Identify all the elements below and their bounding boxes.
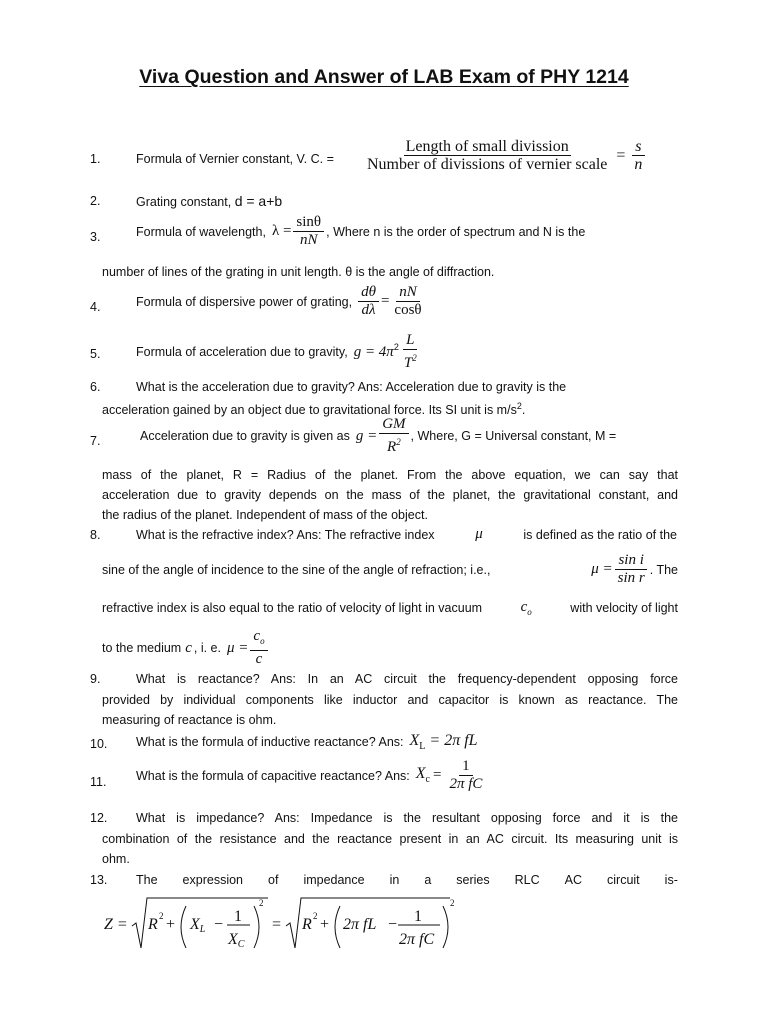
z-label: Z = — [104, 916, 128, 933]
item-number: 2. — [90, 194, 101, 208]
word: a — [424, 873, 432, 887]
lhs: g = — [355, 427, 378, 444]
word: RLC — [514, 873, 540, 887]
paragraph — [102, 465, 678, 525]
line: provided by individual components like inductor and capacitor is known as reactance. The — [102, 693, 678, 707]
continuation — [102, 628, 270, 668]
item-number: 5. — [90, 347, 101, 361]
equals: = — [380, 293, 390, 309]
denominator: sin r — [617, 570, 645, 586]
label: What is the formula of capacitive reactance? Ans: — [136, 768, 410, 783]
numerator: sin i — [615, 552, 646, 570]
lhs: g = 4π — [353, 343, 394, 360]
r-term: R — [148, 916, 158, 933]
item-number: 13. — [90, 873, 108, 887]
word: AC — [564, 873, 583, 887]
xc-term: XC — [228, 931, 245, 950]
r-exponent: 2 — [159, 911, 164, 921]
item-number: 6. — [90, 380, 101, 394]
item-text — [136, 732, 478, 752]
item-text: Formula of Vernier constant, V. C. = — [136, 152, 334, 166]
minus: − — [388, 916, 398, 933]
line: the radius of the planet. Independent of mass of the object. — [102, 508, 428, 522]
impedance-formula — [100, 892, 470, 962]
item-number: 1. — [90, 152, 101, 166]
line: mass of the planet, R = Radius of the planet. From the above equation, we can say that — [102, 468, 678, 482]
item-text: Grating constant, d = a+b — [136, 193, 283, 209]
denominator: Number of divissions of vernier scale — [367, 156, 608, 173]
denominator: c — [255, 651, 263, 667]
exponent: 2 — [393, 342, 399, 352]
word: The — [136, 873, 158, 887]
mu-eq: μ = — [591, 561, 613, 577]
plus: + — [320, 916, 330, 933]
item-text — [136, 873, 678, 887]
denominator: dλ — [361, 302, 376, 318]
numerator: s — [632, 138, 644, 156]
mu: μ — [475, 526, 483, 542]
label: What is the formula of inductive reactance? Ans: — [136, 735, 404, 750]
vernier-formula — [362, 138, 647, 173]
line: measuring of reactance is ohm. — [102, 713, 277, 727]
plus: + — [166, 916, 176, 933]
item-text: What is the acceleration due to gravity? Ans: Acceleration due to gravity is the — [136, 380, 567, 394]
item-number: 9. — [90, 672, 101, 686]
text-after: , Where n is the order of spectrum and N is the — [326, 224, 586, 239]
line: sine of the angle of incidence to the sine of the angle of refraction; i.e., — [102, 562, 491, 577]
outer-exponent: 2 — [259, 898, 264, 908]
item-number: 3. — [90, 230, 101, 244]
numerator: dθ — [358, 284, 379, 302]
line: refractive index is also equal to the ratio of velocity of light in vacuum — [102, 601, 483, 615]
equals: = — [432, 767, 442, 783]
numerator: 1 — [459, 758, 473, 776]
capacitive-lhs: $X_c$ — [415, 765, 430, 786]
right-paren — [443, 906, 448, 948]
continuation — [102, 599, 678, 617]
item-text: What is reactance? Ans: In an AC circuit the frequency-dependent opposing force — [136, 672, 678, 686]
item-number: 8. — [90, 528, 101, 542]
denominator: nN — [300, 232, 318, 248]
text-after: , Where, G = Universal constant, M = — [410, 429, 617, 443]
line: , i. e. — [193, 641, 221, 655]
label: Acceleration due to gravity is given as — [140, 429, 350, 443]
item-text — [136, 526, 677, 543]
word: series — [456, 873, 490, 887]
xc-expanded: 2π fC — [399, 931, 435, 948]
item-number: 11. — [90, 775, 107, 789]
item-number: 10. — [90, 737, 108, 751]
c: c — [185, 639, 192, 656]
outer-exponent: 2 — [450, 898, 455, 908]
word: circuit — [607, 873, 640, 887]
item-text — [136, 214, 585, 249]
item-text — [136, 758, 487, 793]
inductive-formula: $X_L = 2\pi$ fL — [409, 732, 478, 753]
word: in — [389, 873, 400, 887]
denominator: n — [634, 156, 643, 173]
word: of — [268, 873, 279, 887]
line: to the medium — [102, 641, 182, 655]
r-exponent: 2 — [313, 911, 318, 921]
paragraph — [102, 829, 678, 869]
word: impedance — [303, 873, 365, 887]
word: expression — [182, 873, 243, 887]
xl-term: XL — [190, 916, 206, 935]
numerator: $c_o$ — [250, 628, 267, 651]
line-end: with velocity of light — [570, 601, 678, 615]
xl-expanded: 2π fL — [343, 916, 377, 933]
item-number: 4. — [90, 300, 101, 314]
line: combination of the resistance and the reactance present in an AC circuit. Its measuring unit is — [102, 832, 678, 846]
word: is- — [664, 873, 678, 887]
item-text — [136, 332, 422, 372]
item-text — [136, 284, 427, 319]
one: 1 — [234, 908, 242, 925]
numerator: Length of small divission — [405, 138, 569, 155]
item-text: What is impedance? Ans: Impedance is the resultant opposing force and it is the — [136, 811, 678, 825]
left-paren — [335, 906, 340, 948]
grating-formula: d = a+b — [234, 193, 283, 209]
denominator: cosθ — [394, 302, 422, 318]
page-title: Viva Question and Answer of LAB Exam of PHY 1214 — [139, 66, 629, 88]
line: acceleration due to gravity depends on the mass of the planet, the gravitational constant, and — [102, 488, 678, 502]
continuation: number of lines of the grating in unit length. θ is the angle of diffraction. — [102, 265, 495, 279]
numerator: L — [403, 332, 417, 350]
label: Formula of wavelength, — [136, 224, 266, 239]
r-term: R — [302, 916, 312, 933]
numerator: sinθ — [293, 214, 324, 232]
label: What is the refractive index? Ans: The refractive index — [136, 527, 435, 542]
equals: = — [616, 146, 626, 164]
paragraph — [102, 690, 678, 730]
right-paren — [254, 906, 259, 948]
label: Formula of dispersive power of grating, — [136, 294, 353, 309]
label: Formula of acceleration due to gravity, — [136, 345, 348, 359]
minus: − — [214, 916, 224, 933]
continuation — [102, 552, 678, 587]
one: 1 — [414, 908, 422, 925]
item-text — [140, 416, 616, 456]
denominator: 2π fC — [449, 776, 483, 792]
item-number: 12. — [90, 811, 108, 825]
lambda: λ = — [271, 223, 292, 239]
numerator: nN — [396, 284, 420, 302]
equals: = — [272, 916, 282, 933]
numerator: GM — [379, 416, 408, 434]
denominator: $T^2$ — [403, 353, 417, 371]
line-end: . The — [649, 562, 678, 577]
c-zero: $c_o$ — [520, 599, 532, 617]
left-paren — [181, 906, 186, 948]
mu-eq: μ = — [226, 639, 249, 656]
denominator: $R^2$ — [387, 437, 401, 455]
line: ohm. — [102, 852, 130, 866]
continuation: acceleration gained by an object due to gravitational force. Its SI unit is $m/s^2$. — [102, 401, 526, 418]
item-number: 7. — [90, 434, 101, 448]
label: is defined as the ratio of the — [523, 527, 677, 542]
